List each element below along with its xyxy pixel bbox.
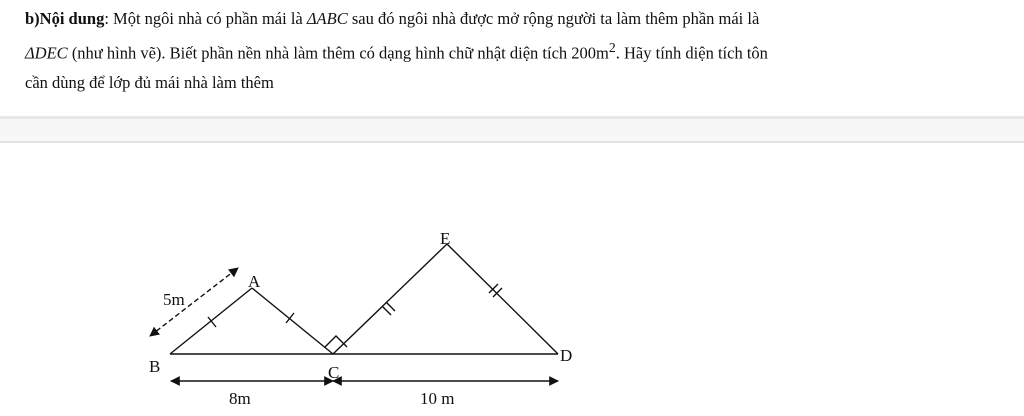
- problem-line-3: cần dùng để lớp đủ mái nhà làm thêm: [25, 72, 274, 92]
- vertex-label-a: A: [248, 272, 261, 291]
- area-value: 200m: [571, 43, 609, 63]
- right-angle-mark: [325, 336, 347, 347]
- tick-ed-1: [489, 284, 498, 293]
- triangle-abc: ΔABC: [306, 9, 348, 28]
- dimension-ab-label: 5m: [163, 290, 185, 309]
- problem-line-1: b)Nội dung: Một ngôi nhà có phần mái là ΔABC sau đó ngôi nhà được mở rộng người ta làm thêm phần mái là: [25, 9, 760, 28]
- problem-line-2: ΔDEC (như hình vẽ). Biết phần nền nhà làm thêm có dạng hình chữ nhật diện tích $200m^2$. Hãy tính diện tích tôn: [25, 40, 768, 63]
- vertex-label-d: D: [560, 346, 573, 365]
- tick-ce-2: [386, 302, 395, 311]
- tick-ce-1: [382, 306, 391, 315]
- dimension-cd-label: 10 m: [420, 389, 455, 408]
- triangle-dec: ΔDEC: [25, 43, 68, 63]
- vertex-label-c: C: [328, 363, 340, 382]
- tick-ed-2: [493, 288, 502, 297]
- vertex-label-b: B: [149, 357, 161, 376]
- segment-ac: [252, 288, 333, 354]
- problem-heading: b)Nội dung: [25, 9, 105, 28]
- dimension-bc-label: 8m: [229, 389, 251, 408]
- vertex-label-e: E: [440, 229, 451, 248]
- segment-ed: [447, 244, 558, 354]
- area-exponent: 2: [608, 40, 616, 55]
- segment-ce: [333, 244, 447, 354]
